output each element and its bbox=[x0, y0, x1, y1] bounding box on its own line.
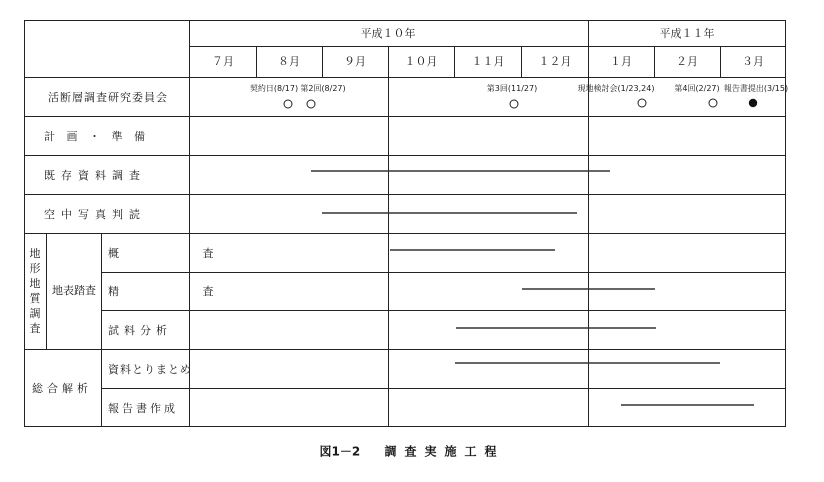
month-label: １０月 bbox=[404, 55, 438, 68]
meeting-marker-site bbox=[638, 99, 646, 107]
event-label-third: 第3回(11/27) bbox=[486, 84, 538, 93]
month-label: １１月 bbox=[471, 55, 505, 68]
group-label-summary: 総合解析 bbox=[32, 382, 92, 395]
event-label-report: 報告書提出(3/15) bbox=[723, 84, 789, 93]
row-label-sample-analysis: 試料分析 bbox=[108, 324, 172, 337]
meeting-marker-third bbox=[510, 100, 518, 108]
row-label-committee: 活断層調査研究委員会 bbox=[48, 91, 168, 104]
row-label-detail: 精 査 bbox=[108, 285, 254, 298]
figure-number: 図1－2 bbox=[319, 444, 361, 459]
year-label-h11: 平成１１年 bbox=[659, 27, 715, 40]
event-label-contract: 契約日(8/17) bbox=[249, 84, 299, 93]
month-label: １月 bbox=[610, 55, 632, 68]
row-label-report: 報告書作成 bbox=[108, 402, 178, 415]
event-label-site: 現地検討会(1/23,24) bbox=[577, 84, 655, 93]
row-label-overview: 概 査 bbox=[108, 247, 254, 260]
row-label-aerial-photo: 空中写真判読 bbox=[44, 208, 146, 221]
group-label-field-survey: 地表踏査 bbox=[52, 284, 96, 297]
month-label: ７月 bbox=[212, 55, 234, 68]
row-label-compile: 資料とりまとめ bbox=[108, 363, 192, 376]
meeting-marker-second bbox=[307, 100, 315, 108]
meeting-marker-report bbox=[749, 99, 757, 107]
row-label-planning: 計 画 ・ 準 備 bbox=[44, 130, 149, 143]
group-label-geo-survey: 地形地質調査 bbox=[29, 247, 41, 335]
month-label: ３月 bbox=[742, 55, 764, 68]
meeting-marker-contract bbox=[284, 100, 292, 108]
year-label-h10: 平成１０年 bbox=[360, 27, 416, 40]
month-label: ９月 bbox=[344, 55, 366, 68]
meeting-marker-fourth bbox=[709, 99, 717, 107]
month-label: １２月 bbox=[538, 55, 572, 68]
event-label-second: 第2回(8/27) bbox=[300, 84, 346, 93]
event-label-fourth: 第4回(2/27) bbox=[674, 84, 720, 93]
month-label: ８月 bbox=[278, 55, 300, 68]
month-label: ２月 bbox=[676, 55, 698, 68]
figure-caption bbox=[310, 443, 515, 460]
figure-title: 調査実施工程 bbox=[384, 444, 505, 459]
row-label-existing-survey: 既存資料調査 bbox=[44, 169, 146, 182]
